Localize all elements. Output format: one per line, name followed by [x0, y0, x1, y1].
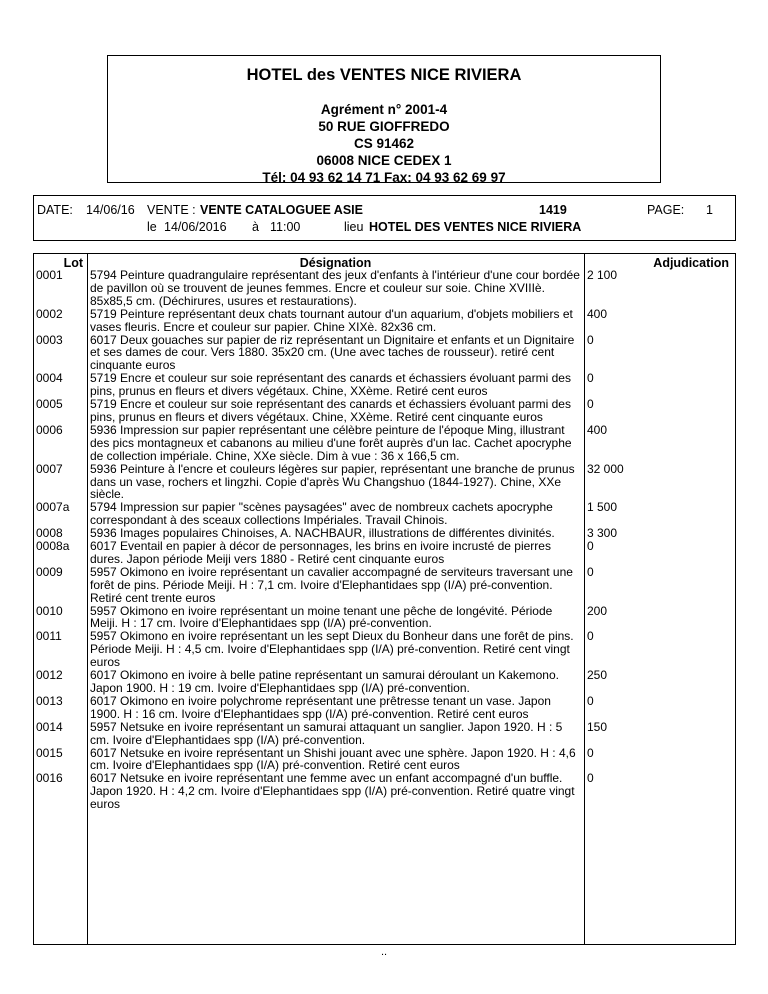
lot-designation: 5794 Impression sur papier "scènes paysagées" avec de nombreux cachets apocryphe correspondant à des sceaux collections Impériales. Travail Chinois. — [90, 500, 553, 528]
street-line: 50 RUE GIOFFREDO — [318, 119, 450, 134]
lot-adjudication: 0 — [587, 564, 594, 579]
lot-adjudication: 150 — [587, 719, 608, 734]
lot-number: 0012 — [36, 668, 63, 683]
table-row — [34, 424, 735, 463]
lot-adjudication: 0 — [587, 771, 594, 786]
lot-adjudication: 1 500 — [587, 500, 618, 515]
lot-number: 0005 — [36, 397, 63, 412]
table-row — [34, 540, 735, 566]
house-address — [108, 101, 660, 186]
lot-adjudication: 400 — [587, 306, 608, 321]
lot-adjudication: 200 — [587, 603, 608, 618]
lot-adjudication: 0 — [587, 629, 594, 644]
table-row — [34, 721, 735, 747]
header-box — [107, 55, 661, 183]
sale-number: 1419 — [539, 203, 567, 217]
lot-designation: 5957 Netsuke en ivoire représentant un samurai attaquant un sanglier. Japon 1920. H : 5 cm. Ivoire d'Elephantidaes spp (I/A) pré-convention. — [90, 719, 563, 747]
table-row — [34, 669, 735, 695]
lot-adjudication: 3 300 — [587, 526, 618, 541]
lot-number: 0010 — [36, 603, 63, 618]
sale-date: 14/06/2016 — [164, 220, 227, 234]
a-label: à — [252, 220, 259, 234]
vente-label: VENTE : — [147, 203, 196, 217]
lot-adjudication: 400 — [587, 422, 608, 437]
table-row — [34, 398, 735, 424]
header-lot: Lot — [63, 256, 83, 270]
lot-designation: 5936 Images populaires Chinoises, A. NACHBAUR, illustrations de différentes divinités. — [90, 526, 555, 541]
page-footer: .. — [380, 946, 388, 958]
lot-adjudication: 32 000 — [587, 461, 624, 476]
lot-designation: 6017 Netsuke en ivoire représentant un Shishi jouant avec une sphère. Japon 1920. H : 4,6 cm. Ivoire d'Elephantidaes spp (I/A) pré-convention. Retiré cent euros — [90, 745, 576, 773]
lot-designation: 6017 Netsuke en ivoire représentant une femme avec un enfant accompagné d'un buffle. Japon 1920. H : 4,2 cm. Ivoire d'Elephantidaes spp (I/A) pré-convention. Retiré quatre vingt euros — [90, 771, 575, 812]
lot-number: 0013 — [36, 693, 63, 708]
table-row — [34, 334, 735, 373]
lot-number: 0007a — [36, 500, 70, 515]
lot-number: 0007 — [36, 461, 63, 476]
lot-number: 0006 — [36, 422, 63, 437]
lot-number: 0015 — [36, 745, 63, 760]
lot-number: 0008 — [36, 526, 63, 541]
lots-table — [33, 253, 736, 945]
table-row — [34, 372, 735, 398]
header-adjudication: Adjudication — [653, 256, 729, 270]
lot-adjudication: 0 — [587, 745, 594, 760]
lot-number: 0001 — [36, 268, 63, 282]
lot-adjudication: 2 100 — [587, 268, 618, 282]
lot-number: 0014 — [36, 719, 63, 734]
table-row — [34, 269, 735, 308]
lot-adjudication: 0 — [587, 693, 594, 708]
page-number: 1 — [706, 203, 713, 217]
table-row — [34, 605, 735, 631]
lot-designation: 5957 Okimono en ivoire représentant un les sept Dieux du Bonheur dans une forêt de pins. Période Meiji. H : 4,5 cm. Ivoire d'Elephantidaes spp (I/A) pré-convention. Retiré cent vingt euros — [90, 629, 574, 670]
table-row — [34, 566, 735, 605]
lot-adjudication: 0 — [587, 332, 594, 347]
lot-number: 0003 — [36, 332, 63, 347]
lot-designation: 5936 Impression sur papier représentant une célèbre peinture de l'époque Ming, illustrant des pics montagneux et cabanons au milieu d'une forêt auprès d'un lac. Cachet apocryphe de collection impériale. Chine, XXe siècle. Dim à vue : 36 x 166,5 cm. — [90, 422, 572, 463]
lot-designation: 5957 Okimono en ivoire représentant un moine tenant une pêche de longévité. Période Meiji. H : 17 cm. Ivoire d'Elephantidaes spp (I/A) pré-convention. — [90, 603, 553, 631]
lot-designation: 6017 Okimono en ivoire à belle patine représentant un samurai déroulant un Kakemono. Japon 1900. H : 19 cm. Ivoire d'Elephantidaes spp (I/A) pré-convention. — [90, 668, 559, 695]
lot-designation: 5957 Okimono en ivoire représentant un cavalier accompagné de serviteurs traversant une forêt de pins. Période Meiji. H : 7,1 cm. Ivoire d'Elephantidaes spp (I/A) pré-convention. Retiré cent trente euros — [90, 564, 573, 605]
lot-number: 0011 — [36, 629, 62, 644]
lot-designation: 6017 Deux gouaches sur papier de riz représentant un Dignitaire et enfants et un Dignitaire et ses dames de cour. Vers 1880. 35x20 cm. (Une avec taches de rousseur). retiré cent cinquante euros — [90, 332, 575, 373]
page-label: PAGE: — [647, 203, 685, 217]
sale-info-box — [33, 195, 736, 241]
lot-number: 0004 — [36, 371, 63, 386]
lot-designation: 5719 Encre et couleur sur soie représentant des canards et échassiers évoluant parmi des pins, prunus en fleurs et divers végétaux. Chine, XXème. Retiré cent euros — [90, 371, 571, 399]
lot-designation: 6017 Okimono en ivoire polychrome représentant une prêtresse tenant un vase. Japon 1900. H : 16 cm. Ivoire d'Elephantidaes spp (I/A) pré-convention. Retiré cent euros — [90, 693, 551, 721]
table-row — [34, 695, 735, 721]
lot-number: 0009 — [36, 564, 63, 579]
le-label: le — [147, 220, 157, 234]
lot-adjudication: 250 — [587, 668, 608, 683]
agrement-line: Agrément n° 2001-4 — [320, 102, 448, 117]
lot-number: 0016 — [36, 771, 63, 786]
lot-adjudication: 0 — [587, 397, 594, 412]
lot-number: 0008a — [36, 539, 70, 554]
table-row — [34, 630, 735, 669]
lot-designation: 6017 Eventail en papier à décor de personnages, les brins en ivoire incrusté de pierres dures. Japon période Meiji vers 1880 - Retiré cent cinquante euros — [90, 539, 551, 566]
table-row — [34, 308, 735, 334]
table-row — [34, 747, 735, 773]
house-title: HOTEL des VENTES NICE RIVIERA — [246, 66, 522, 84]
header-designation: Désignation — [299, 256, 372, 270]
table-row — [34, 463, 735, 502]
lot-number: 0002 — [36, 306, 63, 321]
phone-fax-line: Tél: 04 93 62 14 71 Fax: 04 93 62 69 97 — [262, 170, 506, 185]
lieu-value: HOTEL DES VENTES NICE RIVIERA — [369, 220, 582, 234]
table-row — [34, 501, 735, 527]
lot-designation: 5936 Peinture à l'encre et couleurs légères sur papier, représentant une branche de prunus dans un vase, rochers et lingzhi. Copie d'après Wu Changshuo (1844-1927). Chine, XXe siècle. — [90, 461, 575, 502]
lot-designation: 5719 Encre et couleur sur soie représentant des canards et échassiers évoluant parmi des pins, prunus en fleurs et divers végétaux. Chine, XXème. Retiré cent cinquante euros — [90, 397, 571, 424]
date-value: 14/06/16 — [86, 203, 135, 217]
table-row — [34, 772, 735, 811]
table-body — [34, 269, 735, 811]
city-line: 06008 NICE CEDEX 1 — [316, 153, 452, 168]
date-label: DATE: — [37, 203, 73, 217]
lot-designation: 5719 Peinture représentant deux chats tournant autour d'un aquarium, d'objets mobiliers et vases fleuris. Encre et couleur sur papier. Chine XIXè. 82x36 cm. — [90, 306, 573, 334]
lot-adjudication: 0 — [587, 371, 594, 386]
lot-adjudication: 0 — [587, 539, 594, 554]
lot-designation: 5794 Peinture quadrangulaire représentant des jeux d'enfants à l'intérieur d'une cour bordée de pavillon où se trouvent de jeunes femmes. Encre et couleur sur soie. Chine XVIIIè. 85x85,5 cm. (Déchirures, usures et restaurations). — [90, 268, 580, 308]
sale-time: 11:00 — [270, 220, 301, 234]
lieu-label: lieu — [344, 220, 364, 234]
cs-line: CS 91462 — [353, 136, 415, 151]
vente-value: VENTE CATALOGUEE ASIE — [200, 203, 363, 217]
